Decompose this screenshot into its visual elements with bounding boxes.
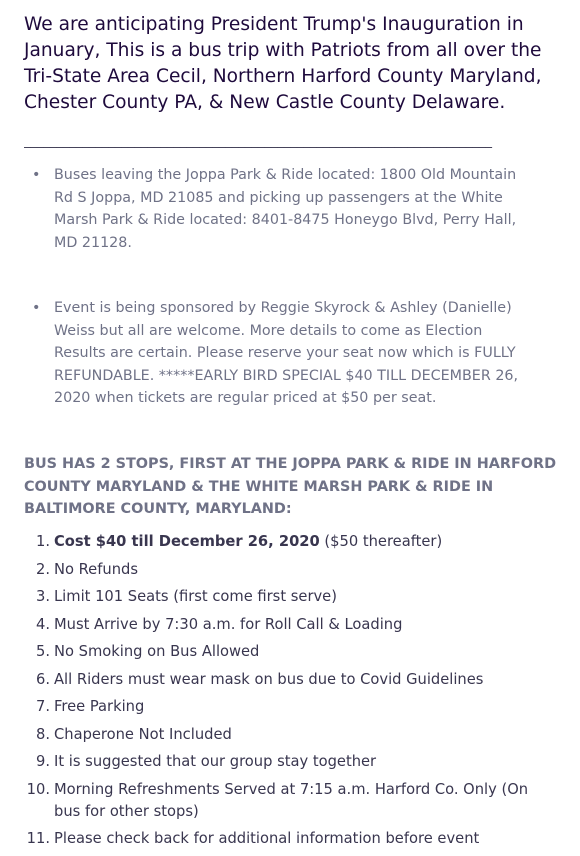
list-item-text: All Riders must wear mask on bus due to Covid Guidelines xyxy=(54,670,484,688)
list-number: 8. xyxy=(35,725,50,743)
bullet-icon: • xyxy=(32,167,41,183)
list-number: 10. xyxy=(26,780,50,798)
list-item-text: Must Arrive by 7:30 a.m. for Roll Call & Loading xyxy=(54,615,403,633)
list-number: 5. xyxy=(35,643,50,660)
list-item xyxy=(24,641,544,663)
list-number: 11. xyxy=(26,830,50,847)
list-number: 1. xyxy=(35,533,50,550)
list-item-text: Morning Refreshments Served at 7:15 a.m. Harford Co. Only (On bus for other stops) xyxy=(54,780,529,820)
bullet-item xyxy=(24,164,534,254)
list-item-text: Chaperone Not Included xyxy=(54,725,232,743)
list-item xyxy=(24,779,544,823)
list-item xyxy=(24,586,544,608)
list-item xyxy=(24,696,544,718)
list-item xyxy=(24,531,544,553)
list-item-text: ($50 thereafter) xyxy=(319,533,443,550)
bullet-text: Buses leaving the Joppa Park & Ride located: 1800 Old Mountain Rd S Joppa, MD 21085 and picking up passengers at the White Marsh Park & Ride located: 8401-8475 Honeygo Blvd, Perry Hall, MD 21128. xyxy=(54,167,517,251)
list-item xyxy=(24,559,544,581)
list-item xyxy=(24,614,544,636)
bullet-text: Event is being sponsored by Reggie Skyrock & Ashley (Danielle) Weiss but all are welcome. More details to come as Election Results are certain. Please reserve your seat now which is FULLY REFUNDABLE. *****EARLY BIRD SPECIAL $40 TILL DECEMBER 26, 2020 when tickets are regular priced at $50 per seat. xyxy=(54,300,519,406)
list-item-text: No Refunds xyxy=(54,560,138,578)
list-item-text: It is suggested that our group stay together xyxy=(54,753,377,770)
list-item-strong: Cost $40 till December 26, 2020 xyxy=(54,533,320,550)
bullet-icon: • xyxy=(32,300,41,316)
list-item-text: Limit 101 Seats (first come first serve) xyxy=(54,588,337,605)
divider-line: ________________________________________________________________________ xyxy=(24,134,492,149)
list-item-text: No Smoking on Bus Allowed xyxy=(54,643,260,660)
bullet-item xyxy=(24,297,534,410)
list-number: 6. xyxy=(35,670,50,688)
list-item xyxy=(24,724,544,746)
bullet-list xyxy=(24,164,534,254)
stops-heading: BUS HAS 2 STOPS, FIRST AT THE JOPPA PARK & RIDE IN HARFORD COUNTY MARYLAND & THE WHITE MARSH PARK & RIDE IN BALTIMORE COUNTY, MARYLAND: xyxy=(24,456,557,517)
list-item-text: Please check back for additional information before event xyxy=(54,830,480,847)
intro-paragraph: We are anticipating President Trump's Inauguration in January, This is a bus trip with Patriots from all over the Tri-State Area Cecil, Northern Harford County Maryland, Chester County PA, & New Castle County Delaware. xyxy=(24,14,542,113)
list-number: 4. xyxy=(35,615,50,633)
list-item-text: Free Parking xyxy=(54,698,145,715)
rules-list xyxy=(24,531,544,856)
list-item xyxy=(24,669,544,691)
list-number: 2. xyxy=(35,560,50,578)
list-number: 7. xyxy=(35,698,50,715)
list-item xyxy=(24,828,544,850)
list-number: 9. xyxy=(35,753,50,770)
list-item xyxy=(24,751,544,773)
list-number: 3. xyxy=(35,588,50,605)
bullet-list xyxy=(24,297,534,410)
